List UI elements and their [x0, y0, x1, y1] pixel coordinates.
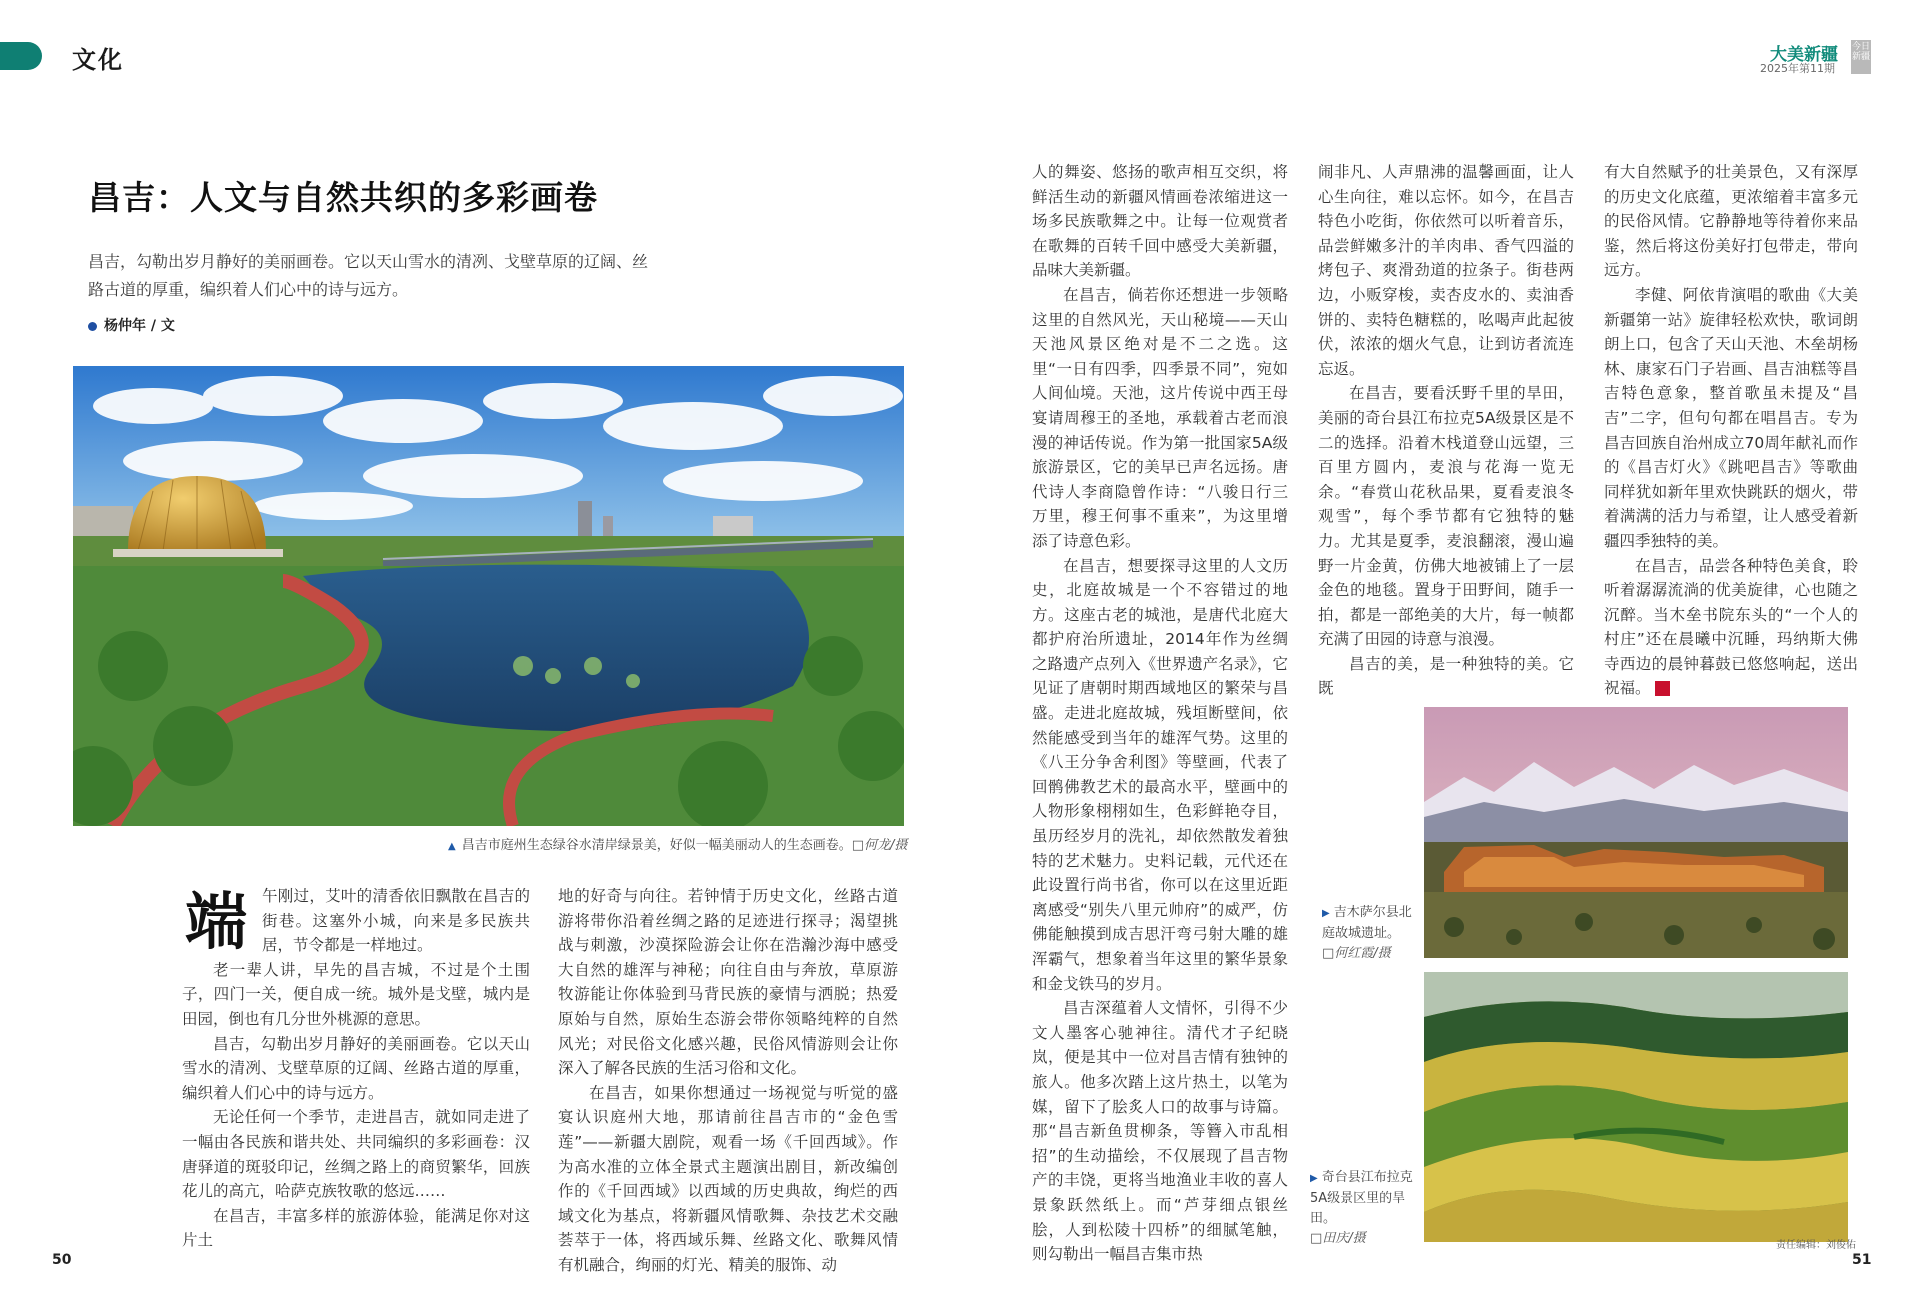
photo-jiangbulake-fields-illustration [1424, 972, 1848, 1242]
paragraph: 在昌吉，倘若你还想进一步领略这里的自然风光，天山秘境——天山天池风景区绝对是不二之选。这里“一日有四季，四季景不同”，宛如人间仙境。天池，这片传说中西王母宴请周穆王的圣地，承载着古老而浪漫的神话传说。作为第一批国家5A级旅游景区，它的美早已声名远扬。唐代诗人李商隐曾作诗：“八骏日行三万里，穆王何事不重来”，为这里增添了诗意色彩。 [1032, 285, 1288, 550]
caption-ruins-credit: □何红霞/摄 [1322, 946, 1391, 961]
paragraph: 在昌吉，如果你想通过一场视觉与听觉的盛宴认识庭州大地，那请前往昌吉市的“金色雪莲”——新疆大剧院，观看一场《千回西域》。作为高水准的立体全景式主题演出剧目，新改编创作的《千回西域》以西域的历史典故，绚烂的西域文化为基点，将新疆风情歌舞、杂技艺术交融荟萃于一体，将西域乐舞、丝路文化、歌舞风情有机融合，绚丽的灯光、精美的服饰、动 [558, 1083, 898, 1274]
section-tab-marker [0, 42, 42, 70]
paragraph: 有大自然赋予的壮美景色，又有深厚的历史文化底蕴，更浓缩着丰富多元的民俗风情。它静静地等待着你来品鉴，然后将这份美好打包带走，带向远方。 [1604, 163, 1858, 280]
text-column-4 [1318, 160, 1574, 701]
caption-main-text: 昌吉市庭州生态绿谷水清岸绿景美，好似一幅美丽动人的生态画卷。 [461, 838, 852, 853]
caption-ruins-text: 吉木萨尔县北庭故城遗址。 [1322, 905, 1412, 941]
photo-beiting-ruins [1424, 707, 1848, 958]
paragraph: 昌吉的美，是一种独特的美。它既 [1318, 654, 1574, 698]
caption-fields-photo [1310, 1168, 1418, 1249]
paragraph: 午刚过，艾叶的清香依旧飘散在昌吉的街巷。这塞外小城，向来是多民族共居，节令都是一样地过。 [262, 887, 530, 955]
paragraph: 无论任何一个季节，走进昌吉，就如同走进了一幅由各民族和谐共处、共同编织的多彩画卷：汉唐驿道的斑驳印记，丝绸之路上的商贸繁华，回族花儿的高亢，哈萨克族牧歌的悠远…… [182, 1108, 530, 1201]
caption-triangle-icon: ▲ [448, 841, 456, 852]
caption-triangle-icon: ▶ [1322, 908, 1330, 919]
text-column-2 [558, 884, 898, 1278]
paragraph: 人的舞姿、悠扬的歌声相互交织，将鲜活生动的新疆风情画卷浓缩进这一场多民族歌舞之中。让每一位观赏者在歌舞的百转千回中感受大美新疆，品味大美新疆。 [1032, 163, 1288, 280]
magazine-title: 大美新疆 [1770, 45, 1838, 65]
paragraph-final [1604, 554, 1858, 702]
paragraph: 昌吉，勾勒出岁月静好的美丽画卷。它以天山雪水的清冽、戈壁草原的辽阔、丝路古道的厚重，编织着人们心中的诗与远方。 [182, 1034, 530, 1102]
paragraph: 在昌吉，要看沃野千里的旱田，美丽的奇台县江布拉克5A级景区是不二的选择。沿着木栈道登山远望，三百里方圆内，麦浪与花海一览无余。“春赏山花秋品果，夏看麦浪冬观雪”，每个季节都有它独特的魅力。尤其是夏季，麦浪翻滚，漫山遍野一片金黄，仿佛大地被铺上了一层金色的地毯。置身于田野间，随手一拍，都是一部绝美的大片，每一帧都充满了田园的诗意与浪漫。 [1318, 384, 1574, 649]
photo-jiangbulake-fields [1424, 972, 1848, 1242]
paragraph: 李健、阿依肯演唱的歌曲《大美新疆第一站》旋律轻松欢快，歌词朗朗上口，包含了天山天池、木垒胡杨林、康家石门子岩画、昌吉油糕等昌吉特色意象，整首歌虽未提及“昌吉”二字，但句句都在唱昌吉。专为昌吉回族自治州成立70周年献礼而作的《昌吉灯火》《跳吧昌吉》等歌曲同样犹如新年里欢快跳跃的烟火，带着满满的活力与希望，让人感受着新疆四季独特的美。 [1604, 285, 1858, 550]
text-column-1 [182, 884, 530, 1253]
end-mark-icon: J [1655, 681, 1670, 696]
page-number-left: 50 [52, 1252, 72, 1268]
caption-main-photo [448, 836, 918, 857]
photo-ecological-valley-illustration [73, 366, 904, 826]
paragraph: 昌吉深蕴着人文情怀，引得不少文人墨客心驰神往。清代才子纪晓岚，便是其中一位对昌吉情有独钟的旅人。他多次踏上这片热土，以笔为媒，留下了脍炙人口的故事与诗篇。那“昌吉新鱼贯柳条，等簪入市乱相招”的生动描绘，不仅展现了昌吉物产的丰饶，更将当地渔业丰收的喜人景象跃然纸上。而“芦芽细点银丝脍，人到松陵十四桥”的细腻笔触，则勾勒出一幅昌吉集市热 [1032, 999, 1288, 1264]
author-dot-icon [88, 322, 97, 331]
article-title: 昌吉：人文与自然共织的多彩画卷 [88, 178, 598, 217]
text-column-5 [1604, 160, 1858, 701]
editor-credit: 责任编辑：刘俊佑 [1776, 1240, 1856, 1251]
paragraph: 闹非凡、人声鼎沸的温馨画面，让人心生向往，难以忘怀。如今，在昌吉特色小吃街，你依然可以听着音乐，品尝鲜嫩多汁的羊肉串、香气四溢的烤包子、爽滑劲道的拉条子。街巷两边，小贩穿梭，卖杏皮水的、卖油香饼的、卖特色糖糕的，吆喝声此起彼伏，浓浓的烟火气息，让到访者流连忘返。 [1318, 163, 1574, 378]
caption-ruins-photo [1322, 903, 1418, 964]
magazine-badge: 今日新疆 [1851, 40, 1871, 74]
drop-cap: 端 [185, 885, 248, 958]
caption-main-credit: □何龙/摄 [851, 838, 908, 853]
photo-beiting-ruins-illustration [1424, 707, 1848, 958]
caption-triangle-icon: ▶ [1310, 1173, 1318, 1184]
caption-fields-text: 奇台县江布拉克5A级景区里的旱田。 [1310, 1170, 1413, 1226]
paragraph: 在昌吉，想要探寻这里的人文历史，北庭故城是一个不容错过的地方。这座古老的城池，是唐代北庭大都护府治所遗址，2014年作为丝绸之路遗产点列入《世界遗产名录》，它见证了唐朝时期西域地区的繁荣与昌盛。走进北庭故城，残垣断壁间，依然能感受到当年的雄浑气势。这里的《八王分争舍利图》等壁画，代表了回鹘佛教艺术的最高水平，壁画中的人物形象栩栩如生，色彩鲜艳夺目，虽历经岁月的洗礼，却依然散发着独特的艺术魅力。史料记载，元代还在此设置行尚书省，你可以在这里近距离感受“别失八里元帅府”的威严，仿佛能触摸到成吉思汗弯弓射大雕的雄浑霸气，想象着当年这里的繁华景象和金戈铁马的岁月。 [1032, 556, 1288, 993]
paragraph-final-text: 在昌吉，品尝各种特色美食，聆听着潺潺流淌的优美旋律，心也随之沉醉。当木垒书院东头的“一个人的村庄”还在晨曦中沉睡，玛纳斯大佛寺西边的晨钟暮鼓已悠悠响起，送出祝福。 [1604, 556, 1858, 698]
article-author: 杨仲年 / 文 [104, 318, 175, 334]
paragraph: 老一辈人讲，早先的昌吉城，不过是个土围子，四门一关，便自成一统。城外是戈壁，城内是田园，倒也有几分世外桃源的意思。 [182, 960, 530, 1028]
text-column-3 [1032, 160, 1288, 1267]
paragraph: 在昌吉，丰富多样的旅游体验，能满足你对这片土 [182, 1206, 530, 1250]
section-label: 文化 [72, 46, 124, 74]
caption-fields-credit: □田庆/摄 [1310, 1231, 1366, 1246]
article-lead: 昌吉，勾勒出岁月静好的美丽画卷。它以天山雪水的清冽、戈壁草原的辽阔、丝路古道的厚重，编织着人们心中的诗与远方。 [88, 252, 649, 299]
photo-ecological-valley [73, 366, 904, 826]
magazine-issue: 2025年第11期 [1760, 62, 1835, 75]
paragraph: 地的好奇与向往。若钟情于历史文化，丝路古道游将带你沿着丝绸之路的足迹进行探寻；渴望挑战与刺激，沙漠探险游会让你在浩瀚沙海中感受大自然的雄浑与神秘；向往自由与奔放，草原游牧游能让你体验到马背民族的豪情与洒脱；热爱原始与自然，原始生态游会带你领略纯粹的自然风光；对民俗文化感兴趣，民俗风情游则会让你深入了解各民族的生活习俗和文化。 [558, 887, 898, 1078]
page-number-right: 51 [1852, 1252, 1872, 1268]
